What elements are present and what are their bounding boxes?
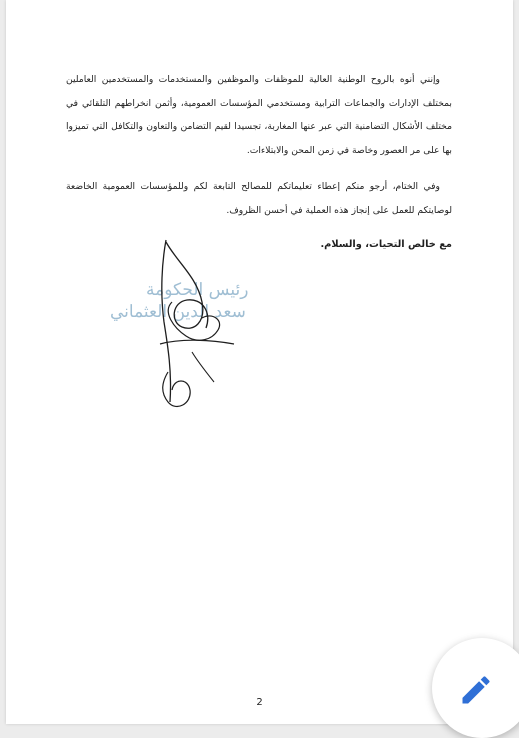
paragraph-2: وفي الختام، أرجو منكم إعطاء تعليماتكم للمصالح التابعة لكم وللمؤسسات العمومية الخاضعة لوصايتكم للعمل على إنجاز هذه العملية في أحسن الظروف. [66,181,452,216]
document-page [6,0,513,724]
closing-line: مع خالص التحيات، والسلام. [320,239,452,250]
paragraph-1: وإنني أنوه بالروح الوطنية العالية للموظفات والموظفين والمستخدمات والمستخدمين العاملين بمختلف الإدارات والجماعات الترابية ومستخدمي المؤسسات العمومية، وأثمن انخراطهم التلقائي في مختلف الأشكال التضامنية التي عبر عنها المغاربة، تجسيدا لقيم التضامن والتعاون والتكافل التي تميزوا بها على مر العصور وخاصة في زمن المحن والابتلاءات. [66,74,452,156]
signature-block [102,232,252,422]
handwritten-signature [102,232,252,422]
pencil-icon [458,672,494,708]
stamp-line-name: سعد الدين العثماني [110,302,246,322]
page-number: 2 [256,697,263,708]
stamp-line-title: رئيس الحكومة [146,280,249,300]
letter-body [66,68,452,255]
